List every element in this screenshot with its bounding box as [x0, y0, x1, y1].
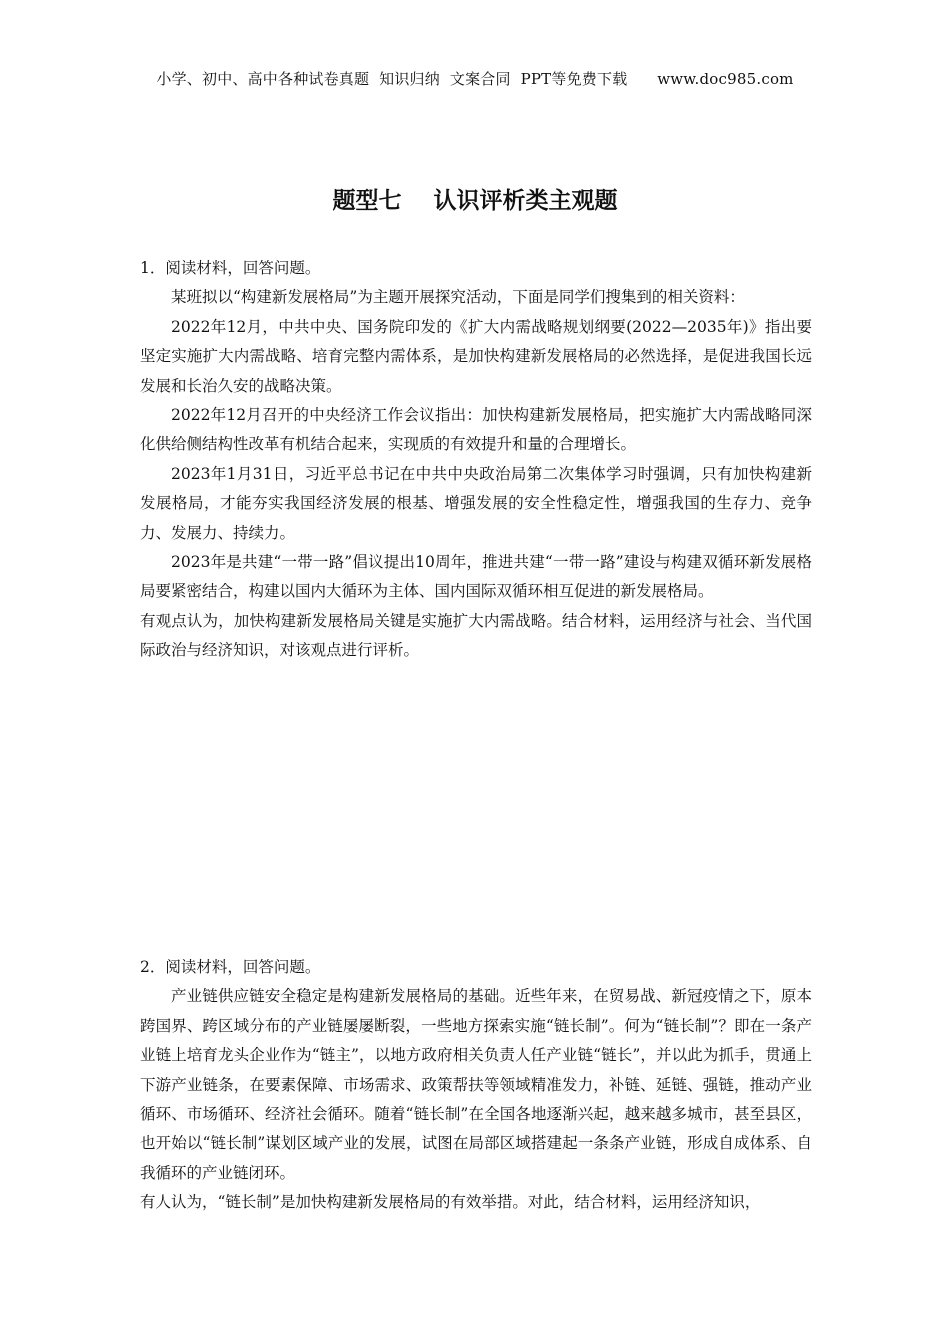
material-paragraph: 2022年12月，中共中央、国务院印发的《扩大内需战略规划纲要(2022—2035年)》指出要坚定实施扩大内需战略、培育完整内需体系，是加快构建新发展格局的必然选择，是促进我国长远发展和长治久安的战略决策。 [140, 317, 812, 395]
page-title: 题型七 认识评析类主观题 [332, 188, 618, 214]
question-prompt: 有观点认为，加快构建新发展格局关键是实施扩大内需战略。结合材料，运用经济与社会、当代国际政治与经济知识，对该观点进行评析。 [140, 611, 812, 660]
question-1 [140, 254, 812, 666]
question-stem: 2．阅读材料，回答问题。 [140, 958, 321, 976]
material-paragraph: 某班拟以“构建新发展格局”为主题开展探究活动，下面是同学们搜集到的相关资料： [171, 288, 745, 307]
material-paragraph: 2023年1月31日，习近平总书记在中共中央政治局第二次集体学习时强调，只有加快构建新发展格局，才能夯实我国经济发展的根基、增强发展的安全性稳定性，增强我国的生存力、竞争力、发展力、持续力。 [140, 464, 812, 542]
material-paragraph: 2023年是共建“一带一路”倡议提出10周年，推进共建“一带一路”建设与构建双循环新发展格局要紧密结合，构建以国内大循环为主体、国内国际双循环相互促进的新发展格局。 [140, 553, 812, 601]
page-header-banner: 小学、初中、高中各种试卷真题 知识归纳 文案合同 PPT等免费下载 www.doc985.com [156, 70, 794, 88]
material-paragraph: 2022年12月召开的中央经济工作会议指出：加快构建新发展格局，把实施扩大内需战略同深化供给侧结构性改革有机结合起来，实现质的有效提升和量的合理增长。 [140, 406, 812, 454]
question-2 [140, 953, 812, 1218]
question-stem: 1．阅读材料，回答问题。 [140, 259, 321, 277]
material-paragraph: 产业链供应链安全稳定是构建新发展格局的基础。近些年来，在贸易战、新冠疫情之下，原本跨国界、跨区域分布的产业链屡屡断裂，一些地方探索实施“链长制”。何为“链长制”？即在一条产业链上培育龙头企业作为“链主”，以地方政府相关负责人任产业链“链长”，并以此为抓手，贯通上下游产业链条，在要素保障、市场需求、政策帮扶等领域精准发力，补链、延链、强链，推动产业循环、市场循环、经济社会循环。随着“链长制”在全国各地逐渐兴起，越来越多城市，甚至县区，也开始以“链长制”谋划区域产业的发展，试图在局部区域搭建起一条条产业链，形成自成体系、自我循环的产业链闭环。 [140, 987, 812, 1182]
question-prompt: 有人认为，“链长制”是加快构建新发展格局的有效举措。对此，结合材料，运用经济知识， [140, 1193, 761, 1212]
